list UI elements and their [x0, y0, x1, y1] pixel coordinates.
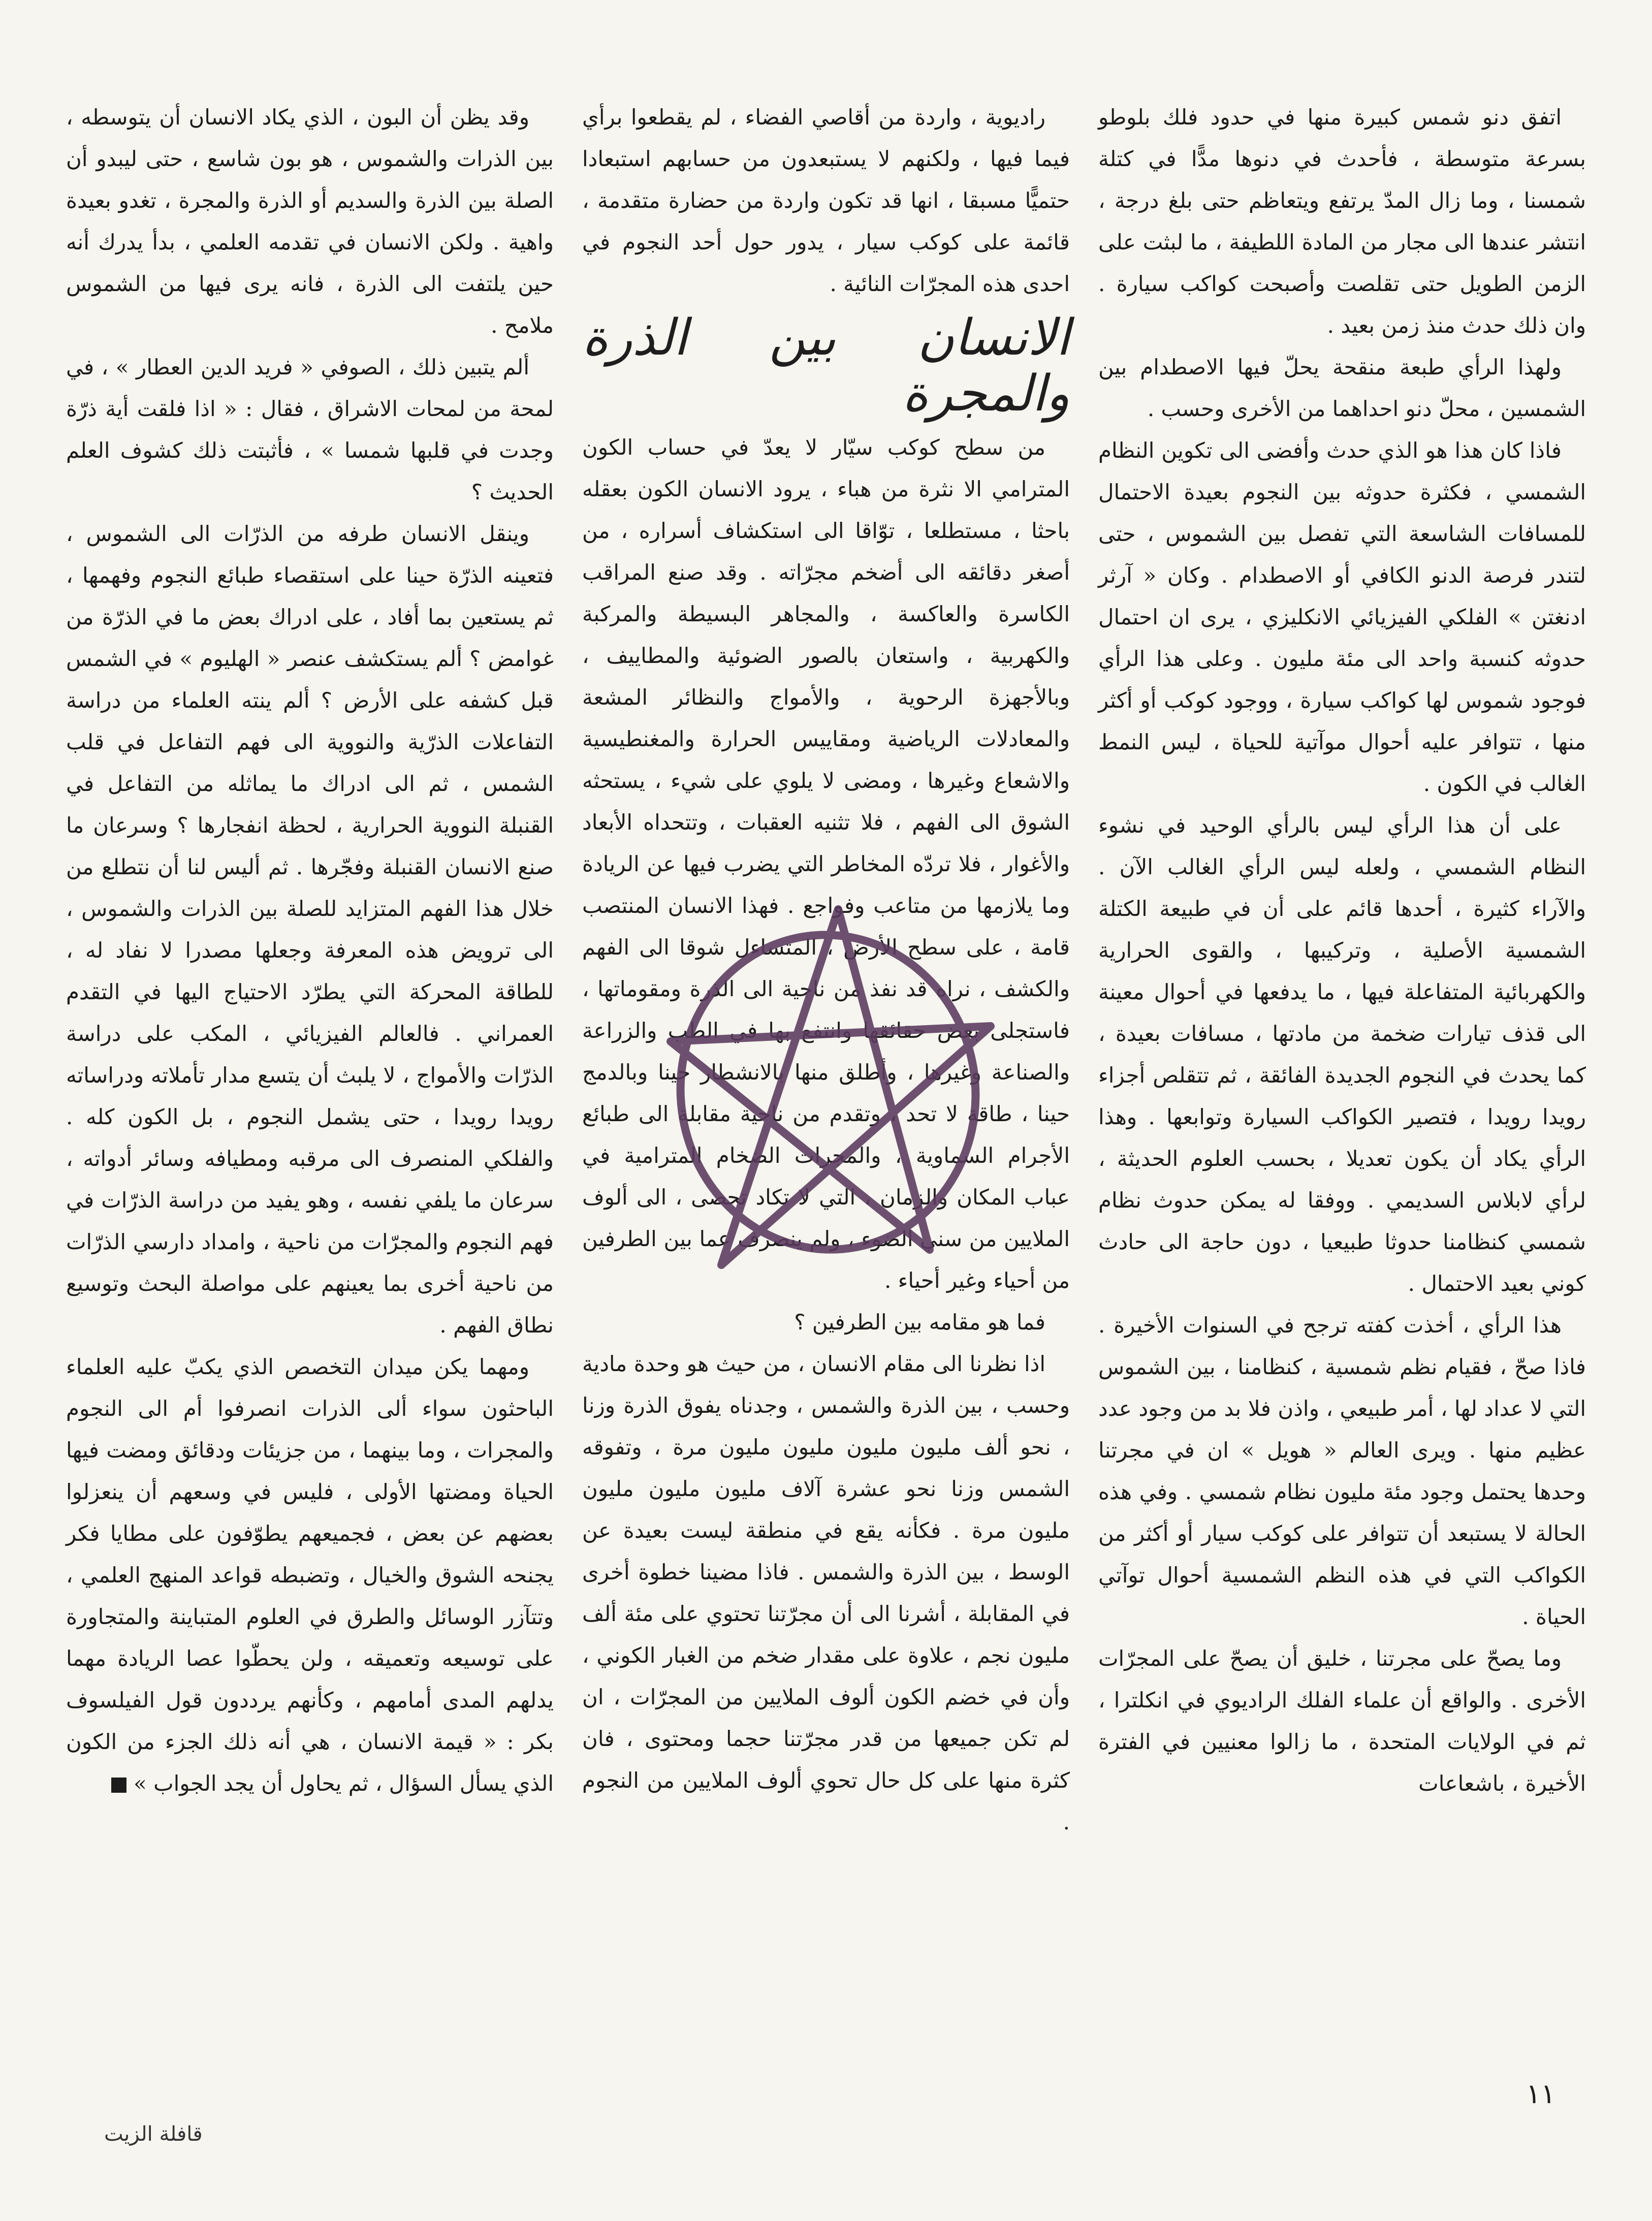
- paragraph: [66, 1346, 554, 1804]
- pentagram-stamp-icon: [605, 899, 1062, 1306]
- paragraph: فما هو مقامه بين الطرفين ؟: [794, 1310, 1045, 1335]
- end-of-article-mark: [111, 1778, 126, 1793]
- paragraph: اذا نظرنا الى مقام الانسان ، من حيث هو وحدة مادية وحسب ، بين الذرة والشمس ، وجدناه يفوق الذرة وزنا ، نحو ألف مليون مليون مليون مليون مرة ، وتفوقه الشمس وزنا نحو عشرة آلاف مليون مليون مليون مليون مرة . فكأنه يقع في منطقة ليست بعيدة عن الوسط ، بين الذرة والشمس . فاذا مضينا خطوة أخرى في المقابلة ، أشرنا الى أن مجرّتنا تحتوي على مئة ألف مليون نجم ، علاوة على مقدار ضخم من الغبار الكوني ، وأن في خضم الكون ألوف الملايين من المجرّات ، ان لم تكن جميعها من قدر مجرّتنا حجما ومحتوى ، فان كثرة منها على كل حال تحوي ألوف الملايين من النجوم .: [582, 1351, 1070, 1834]
- article-column-left: [66, 97, 554, 1804]
- paragraph: على أن هذا الرأي ليس بالرأي الوحيد في نشوء النظام الشمسي ، ولعله ليس الرأي الغالب الآن . والآراء كثيرة ، أحدها قائم على أن في طبيعة الكتلة الشمسية الأصلية ، وتركيبها ، والقوى الحرارية والكهربائية المتفاعلة فيها ، ما يدفعها في أحوال معينة الى قذف تيارات ضخمة من مادتها ، مسافات بعيدة ، كما يحدث في النجوم الجديدة الفائقة ، ثم تتقلص أجزاء رويدا رويدا ، فتصير الكواكب السيارة وتوابعها . وهذا الرأي يكاد أن يكون تعديلا ، بحسب العلوم الحديثة ، لرأي لابلاس السديمي . ووفقا له يمكن حدوث نظام شمسي كنظامنا حدوثا طبيعيا ، دون حاجة الى حادث كوني بعيد الاحتمال .: [1098, 813, 1586, 1296]
- paragraph: وينقل الانسان طرفه من الذرّات الى الشموس ، فتعينه الذرّة حينا على استقصاء طبائع النجوم وفهمها ، ثم يستعين بما أفاد ، على ادراك بعض ما في الذرّة من غوامض ؟ ألم يستكشف عنصر « الهليوم » في الشمس قبل كشفه على الأرض ؟ ألم ينته العلماء من دراسة التفاعلات الذرّية والنووية الى فهم التفاعل في قلب الشمس ، ثم الى ادراك ما يماثله من التفاعل في القنبلة النووية الحرارية ، لحظة انفجارها ؟ وسرعان ما صنع الانسان القنبلة وفجّرها . ثم أليس لنا أن نتطلع من خلال هذا الفهم المتزايد للصلة بين الذرات والشموس ، الى ترويض هذه المعرفة وجعلها مصدرا لا نفاد له ، للطاقة المحركة التي يطرّد الاحتياج اليها في التقدم العمراني . فالعالم الفيزيائي ، المكب على دراسة الذرّات والأمواج ، لا يلبث أن يتسع مدار تأملاته ودراساته رويدا رويدا ، حتى يشمل النجوم ، بل الكون كله . والفلكي المنصرف الى مرقبه ومطيافه وسائر أدواته ، سرعان ما يلفي نفسه ، وهو يفيد من دراسة الذرّات في فهم النجوم والمجرّات من ناحية ، وامداد دارسي الذرّات من ناحية أخرى بما يعينهم على مواصلة البحث وتوسيع نطاق الفهم .: [66, 521, 554, 1338]
- paragraph: ألم يتبين ذلك ، الصوفي « فريد الدين العطار » ، في لمحة من لمحات الاشراق ، فقال : « اذا فلقت أية ذرّة وجدت في قلبها شمسا » ، فأثبتت ذلك كشوف العلم الحديث ؟: [66, 355, 554, 504]
- paragraph: هذا الرأي ، أخذت كفته ترجح في السنوات الأخيرة . فاذا صحّ ، فقيام نظم شمسية ، كنظامنا ، بين الشموس التي لا عداد لها ، أمر طبيعي ، واذن فلا بد من وجود عدد عظيم منها . ويرى العالم « هويل » ان في مجرتنا وحدها يحتمل وجود مئة مليون نظام شمسي . وفي هذه الحالة لا يستبعد أن تتوافر على كوكب سيار أو أكثر من الكواكب التي في هذه النظم الشمسية أحوال توآتي الحياة .: [1098, 1313, 1586, 1629]
- paragraph: ولهذا الرأي طبعة منقحة يحلّ فيها الاصطدام بين الشمسين ، محلّ دنو احداهما من الأخرى وحسب .: [1098, 355, 1586, 421]
- article-column-right: [1098, 97, 1586, 1804]
- paragraph: من سطح كوكب سيّار لا يعدّ في حساب الكون المترامي الا نثرة من هباء ، يرود الانسان الكون بعقله باحثا ، مستطلعا ، توّاقا الى استكشاف أسراره ، من أصغر دقائقه الى أضخم مجرّاته . وقد صنع المراقب الكاسرة والعاكسة ، والمجاهر البسيطة والمركبة والكهربية ، واستعان بالصور الضوئية والمطاييف ، وبالأجهزة الرحوية ، والأمواج والنظائر المشعة والمعادلات الرياضية ومقاييس الحرارة والمغنطيسية والاشعاع وغيرها ، ومضى لا يلوي على شيء ، يستحثه الشوق الى الفهم ، فلا تثنيه العقبات ، وتتحداه الأبعاد والأغوار ، فلا تردّه المخاطر التي يضرب فيها عن الريادة وما يلازمها من متاعب وفواجع . فهذا الانسان المنتصب قامة ، على سطح الأرض ، المتساءل شوقا الى الفهم والكشف ، نراه قد نفذ من ناحية الى الذرة ومقوماتها ، فاستجلى بعض حقائقها وانتفع بها في الطب والزراعة والصناعة وغيرها ، وأطلق منها بالانشطار حينا وبالدمج حينا ، طاقة لا تحد ، وتقدم من ناحية مقابلة الى طبائع الأجرام السماوية ، والمجرات الضخام المترامية في عباب المكان والزمان ، التي لا تكاد تحصى ، الى ألوف الملايين من سني الضوء ، ولم ينصرف عما بين الطرفين من أحياء وغير أحياء .: [582, 435, 1070, 1293]
- page-number: ١١: [1526, 2078, 1555, 2110]
- paragraph: وما يصحّ على مجرتنا ، خليق أن يصحّ على المجرّات الأخرى . والواقع أن علماء الفلك الراديوي في انكلترا ، ثم في الولايات المتحدة ، ما زالوا معنيين في الفترة الأخيرة ، باشعاعات: [1098, 1646, 1586, 1796]
- paragraph: راديوية ، واردة من أقاصي الفضاء ، لم يقطعوا برأي فيما فيها ، ولكنهم لا يستبعدون من حسابهم استبعادا حتميًّا مسبقا ، انها قد تكون واردة من حضارة متقدمة ، قائمة على كوكب سيار ، يدور حول أحد النجوم في احدى هذه المجرّات النائية .: [582, 105, 1070, 296]
- magazine-name: قافلة الزيت: [104, 2122, 203, 2146]
- paragraph: فاذا كان هذا هو الذي حدث وأفضى الى تكوين النظام الشمسي ، فكثرة حدوثه بين النجوم بعيدة الاحتمال للمسافات الشاسعة التي تفصل بين الشموس ، حتى لتندر فرصة الدنو الكافي أو الاصطدام . وكان « آرثر ادنغتن » الفلكي الفيزيائي الانكليزي ، يرى ان احتمال حدوثه كنسبة واحد الى مئة مليون . وعلى هذا الرأي فوجود شموس لها كواكب سيارة ، ووجود كوكب أو أكثر منها ، تتوافر عليه أحوال موآتية للحياة ، ليس النمط الغالب في الكون .: [1098, 438, 1586, 796]
- section-heading-text: الانسان بين الذرة والمجرة: [582, 309, 1070, 423]
- paragraph: اتفق دنو شمس كبيرة منها في حدود فلك بلوطو بسرعة متوسطة ، فأحدث في دنوها مدًّا في كتلة شمسنا ، وما زال المدّ يرتفع ويتعاظم حتى بلغ درجة ، انتشر عندها الى مجار من المادة اللطيفة ، ما لبثت على الزمن الطويل حتى تقلصت وأصبحت كواكب سيارة . وان ذلك حدث منذ زمن بعيد .: [1098, 105, 1586, 338]
- paragraph: وقد يظن أن البون ، الذي يكاد الانسان أن يتوسطه ، بين الذرات والشموس ، هو بون شاسع ، حتى ليبدو أن الصلة بين الذرة والسديم أو الذرة والمجرة ، تغدو بعيدة واهية . ولكن الانسان في تقدمه العلمي ، بدأ يدرك أنه حين يلتفت الى الذرة ، فانه يرى فيها من الشموس ملامح .: [66, 105, 554, 338]
- paragraph-text: ومهما يكن ميدان التخصص الذي يكبّ عليه العلماء الباحثون سواء ألى الذرات انصرفوا أم الى النجوم والمجرات ، وما بينهما ، من جزيئات ودقائق ومضت فيها الحياة ومضتها الأولى ، فليس في وسعهم أن ينعزلوا بعضهم عن بعض ، فجميعهم يطوّفون على مطايا فكر يجنحه الشوق والخيال ، وتضبطه قواعد المنهج العلمي ، وتتآزر الوسائل والطرق في العلوم المتباينة والمتجاورة على توسيعه وتعميقه ، ولن يحطّوا عصا الريادة مهما يدلهم المدى أمامهم ، وكأنهم يرددون قول الفيلسوف بكر : « قيمة الانسان ، هي أنه ذلك الجزء من الكون الذي يسأل السؤال ، ثم يحاول أن يجد الجواب »: [66, 1354, 554, 1796]
- section-heading: [582, 305, 1070, 427]
